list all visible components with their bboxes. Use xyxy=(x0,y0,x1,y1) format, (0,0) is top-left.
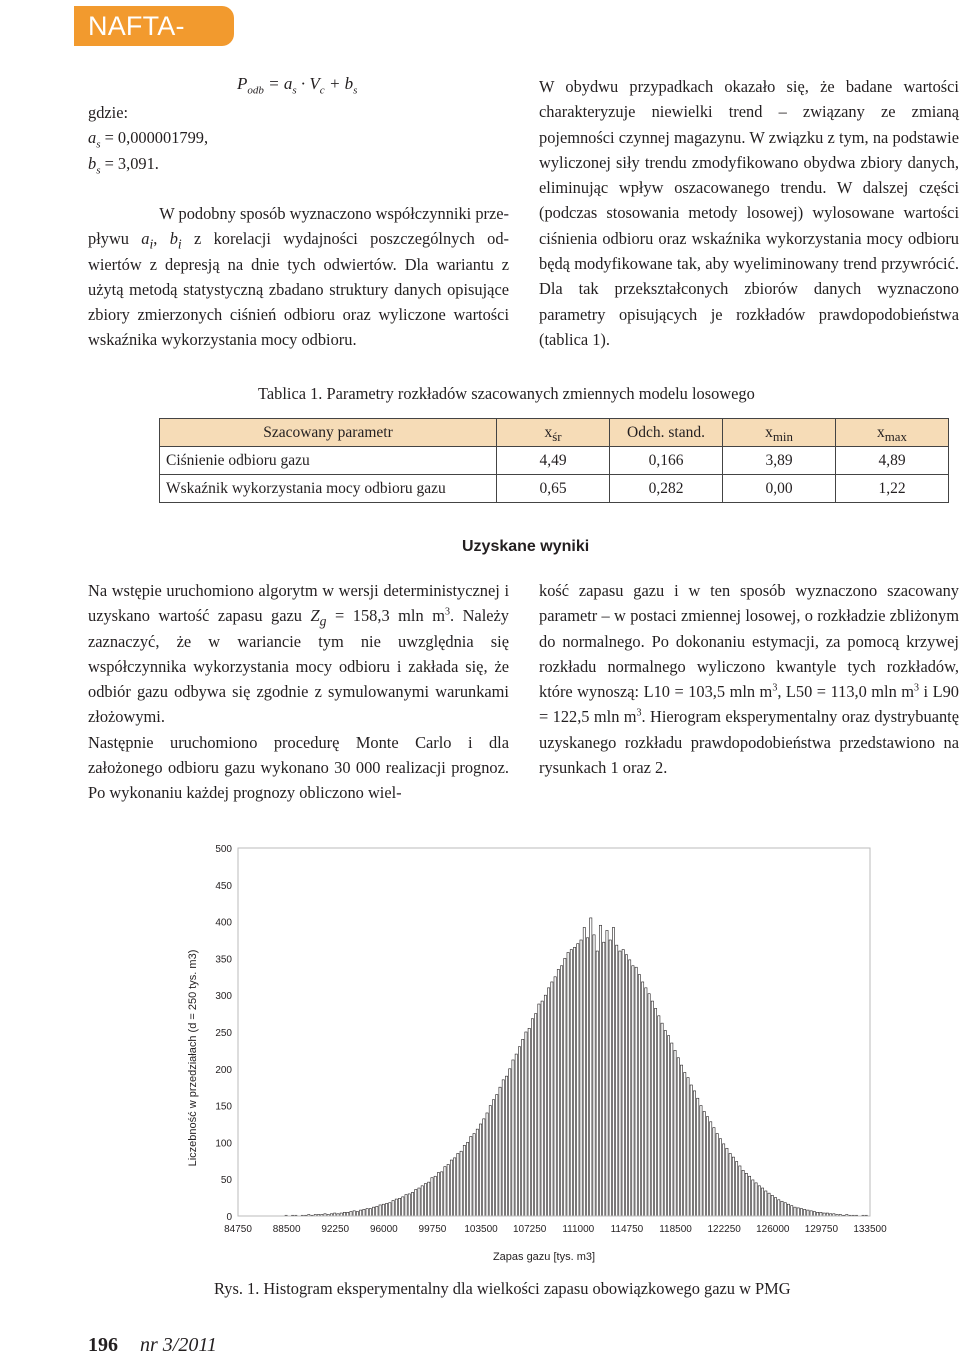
right-column-top xyxy=(539,74,959,352)
histogram-bar xyxy=(379,1205,381,1216)
histogram-bar xyxy=(667,1036,669,1216)
histogram-bar xyxy=(557,969,559,1216)
formula-legend xyxy=(88,100,208,176)
x-tick-label: 114750 xyxy=(610,1224,644,1235)
histogram-bar xyxy=(635,967,637,1216)
histogram-bar xyxy=(570,950,572,1216)
histogram-bar xyxy=(398,1198,400,1216)
histogram-bar xyxy=(343,1212,345,1216)
histogram-bar xyxy=(489,1106,491,1216)
histogram-bar xyxy=(820,1212,822,1216)
histogram-bar xyxy=(603,942,605,1216)
histogram-bar xyxy=(415,1190,417,1216)
histogram-bar xyxy=(502,1080,504,1216)
cell-name: Wskaźnik wykorzystania mocy odbioru gazu xyxy=(160,475,497,503)
histogram-bar xyxy=(382,1204,384,1216)
histogram-bar xyxy=(664,1031,666,1216)
journal-name: NAFTA-GAZ xyxy=(88,11,185,81)
cell-std: 0,166 xyxy=(610,447,723,475)
histogram-bar xyxy=(385,1203,387,1216)
histogram-bar xyxy=(606,930,608,1216)
histogram-bar xyxy=(392,1201,394,1216)
histogram-bar xyxy=(460,1151,462,1216)
histogram-bar xyxy=(428,1182,430,1216)
histogram-bar xyxy=(726,1148,728,1216)
histogram-bar xyxy=(632,966,634,1216)
histogram-bar xyxy=(421,1186,423,1216)
histogram-bar xyxy=(450,1160,452,1216)
x-tick-label: 111000 xyxy=(562,1224,595,1235)
histogram-bar xyxy=(486,1113,488,1216)
paragraph: wiertów z depresją na dnie tych odwiertów. Dla wariantu z użytą metodą statystyczną zbadano struktury danych opisujące zbiory zmierzonych ciśnień odbioru oraz wyliczone wartości wskaźnika wykorzystania mocy odbioru. xyxy=(88,254,509,350)
histogram-bar xyxy=(706,1117,708,1216)
y-tick-label: 250 xyxy=(215,1028,232,1039)
histogram-bar xyxy=(658,1016,660,1216)
x-tick-label: 99750 xyxy=(418,1224,447,1235)
histogram-bar xyxy=(703,1111,705,1216)
histogram-bar xyxy=(518,1047,520,1216)
histogram-bars xyxy=(285,918,867,1216)
x-tick-label: 129750 xyxy=(804,1224,839,1235)
histogram-bar xyxy=(512,1060,514,1216)
paragraph: pływu $a_i$, $b_i$ z korelacji wydajności poszczególnych od- xyxy=(88,229,509,252)
histogram-bar xyxy=(713,1128,715,1216)
histogram-bar xyxy=(693,1091,695,1216)
paragraph: W podobny sposób wyznaczono współczynniki prze- xyxy=(159,204,509,223)
paragraph: Następnie uruchomiono procedurę Monte Carlo i dla założonego odbioru gazu wykonano 30 000 realizacji prognoz. Po wykonaniu każdej prognozy obliczono wiel- xyxy=(88,732,509,803)
histogram-bar xyxy=(405,1195,407,1216)
histogram-bar xyxy=(645,988,647,1216)
histogram-bar xyxy=(755,1183,757,1216)
histogram-bar xyxy=(748,1176,750,1216)
page-number: 196 xyxy=(88,1334,118,1356)
histogram-bar xyxy=(525,1032,527,1216)
histogram-bar xyxy=(444,1167,446,1216)
journal-banner xyxy=(74,6,234,81)
y-tick-label: 400 xyxy=(215,917,232,929)
header-param: Szacowany parametr xyxy=(160,419,497,447)
paragraph: Na wstępie uruchomiono algorytm w wersji deterministycznej i uzyskano wartość zapasu gazu $Z_g = 158,3$ mln $m^3$. Należy zaznaczyć, że w wariancie tym nie uwzględnia się współczynnika wykorzystania mocy odbioru i zakłada się, że odbiór gazu odbywa się zgodnie z symulowanymi warunkami złożowymi. xyxy=(88,581,510,727)
histogram-bar xyxy=(567,953,569,1216)
paragraph: W obydwu przypadkach okazało się, że badane wartości charakteryzuje niewielki trend – związany ze zmianą pojemności czynnej magazynu. W związku z tym, na podstawie wyliczonej siły trendu zmodyfikowano obydwa zbiory danych, eliminując wpływ oszacowanego trendu. W dalszej części (podczas stosowania metody losowej) wylosowane wartości ciśnienia odbioru oraz wskaźnika wykorzystania mocy odbioru będą modyfikowane tak, aby wyeliminowany trend przywrócić. Dla tak przekształconych zbiorów danych wyznaczono parametry opisujących je rozkładów prawdopodobieństwa (tablica 1). xyxy=(539,77,959,349)
paragraph: kość zapasu gazu i w ten sposób wyznaczono szacowany parametr – w postaci zmiennej losowej, o rozkładzie zbliżonym do normalnego. Po dokonaniu estymacji, za pomocą krzywej rozkładu normalnego wyliczono kwantyle tych rozkładów, które wynoszą: L10 = 103,5 mln $m^3$, L50 = 113,0 mln $m^3$ i L90 = 122,5 mln $m^3$. Hierogram eksperymentalny oraz dystrybuantę uzyskanego rozkładu prawdopodobieństwa przedstawiono na rysunkach 1 oraz 2. xyxy=(539,581,959,778)
where-b: $b_s = 3,091$. xyxy=(88,153,159,176)
left-column-bottom xyxy=(88,578,509,806)
histogram-bar xyxy=(457,1153,459,1216)
histogram-bar xyxy=(522,1039,524,1216)
histogram-bar xyxy=(661,1023,663,1216)
figure-caption: Rys. 1. Histogram eksperymentalny dla wielkości zapasu obowiązkowego gazu w PMG xyxy=(214,1279,791,1298)
cell-x-max: 1,22 xyxy=(836,475,949,503)
histogram-bar xyxy=(817,1212,819,1216)
histogram-bar xyxy=(360,1210,362,1216)
cell-x-sr: 0,65 xyxy=(497,475,610,503)
parameters-table xyxy=(159,418,949,503)
x-tick-label: 96000 xyxy=(369,1224,398,1235)
histogram-bar xyxy=(622,950,624,1216)
histogram-bar xyxy=(732,1157,734,1216)
histogram-bar xyxy=(366,1209,368,1216)
histogram-bar xyxy=(619,951,621,1216)
histogram-bar xyxy=(454,1158,456,1216)
histogram-bar xyxy=(612,927,614,1216)
cell-x-sr: 4,49 xyxy=(497,447,610,475)
histogram-bar xyxy=(431,1178,433,1216)
histogram-bar xyxy=(674,1050,676,1216)
histogram-bar xyxy=(376,1206,378,1216)
table-row xyxy=(160,447,949,475)
histogram-bar xyxy=(651,1001,653,1216)
histogram-bar xyxy=(761,1188,763,1216)
histogram-bar xyxy=(356,1212,358,1216)
histogram-bar xyxy=(638,975,640,1216)
x-tick-label: 133500 xyxy=(853,1224,887,1235)
histogram-bar xyxy=(583,927,585,1216)
histogram-bar xyxy=(541,1001,543,1216)
histogram-bar xyxy=(677,1058,679,1216)
histogram-bar xyxy=(395,1199,397,1216)
histogram-bar xyxy=(389,1203,391,1216)
histogram-bar xyxy=(538,1004,540,1216)
header-x-max: $x_{max}$ xyxy=(836,419,949,447)
histogram-bar xyxy=(700,1106,702,1216)
histogram-bar xyxy=(515,1054,517,1216)
y-tick-label: 100 xyxy=(215,1138,232,1150)
page-footer xyxy=(88,1334,217,1357)
histogram-bar xyxy=(373,1207,375,1216)
cell-x-max: 4,89 xyxy=(836,447,949,475)
histogram-bar xyxy=(434,1176,436,1216)
y-tick-label: 300 xyxy=(215,991,232,1003)
histogram-bar xyxy=(752,1180,754,1216)
y-axis-label: Liczebność w przedziałach (d = 250 tys. m3) xyxy=(187,949,199,1167)
histogram-bar xyxy=(363,1209,365,1216)
histogram-bar xyxy=(723,1144,725,1216)
histogram-bar xyxy=(483,1119,485,1216)
histogram-bar xyxy=(609,940,611,1216)
histogram-bar xyxy=(492,1100,494,1216)
section-title: Uzyskane wyniki xyxy=(462,538,590,555)
x-tick-label: 122250 xyxy=(707,1224,741,1235)
header-x-sr: $x_{śr}$ xyxy=(497,419,610,447)
histogram-bar xyxy=(479,1124,481,1216)
histogram-bar xyxy=(742,1170,744,1216)
histogram-bar xyxy=(596,951,598,1216)
histogram-bar xyxy=(573,947,575,1216)
histogram-bar xyxy=(535,1014,537,1216)
histogram-bar xyxy=(590,918,592,1216)
y-tick-label: 450 xyxy=(215,880,232,892)
histogram-bar xyxy=(729,1153,731,1216)
table-caption: Tablica 1. Parametry rozkładów szacowanych zmiennych modelu losowego xyxy=(258,384,755,403)
y-axis-ticks xyxy=(215,844,232,1223)
histogram-bar xyxy=(466,1142,468,1216)
x-tick-label: 84750 xyxy=(224,1224,252,1235)
header-x-min: $x_{min}$ xyxy=(723,419,836,447)
x-tick-label: 92250 xyxy=(321,1224,350,1235)
histogram-bar xyxy=(768,1193,770,1216)
issue-number: nr 3/2011 xyxy=(140,1334,217,1356)
histogram-bar xyxy=(684,1072,686,1216)
histogram-bar xyxy=(476,1129,478,1216)
histogram-bar xyxy=(470,1137,472,1216)
y-tick-label: 350 xyxy=(215,954,232,966)
table-header-row xyxy=(160,419,949,447)
histogram-bar xyxy=(625,955,627,1216)
table-row xyxy=(160,475,949,503)
histogram-bar xyxy=(804,1209,806,1216)
histogram-bar xyxy=(791,1206,793,1216)
cell-std: 0,282 xyxy=(610,475,723,503)
histogram-bar xyxy=(496,1095,498,1216)
histogram-bar xyxy=(745,1173,747,1216)
y-tick-label: 200 xyxy=(215,1064,232,1076)
histogram-bar xyxy=(353,1211,355,1216)
histogram-bar xyxy=(765,1191,767,1216)
y-tick-label: 0 xyxy=(226,1212,232,1223)
x-tick-label: 103500 xyxy=(464,1224,498,1235)
y-tick-label: 500 xyxy=(215,844,232,855)
cell-x-min: 3,89 xyxy=(723,447,836,475)
x-axis-label: Zapas gazu [tys. m3] xyxy=(492,1251,596,1263)
histogram-bar xyxy=(794,1207,796,1216)
histogram-bar xyxy=(787,1204,789,1216)
histogram-bar xyxy=(441,1172,443,1216)
cell-name: Ciśnienie odbioru gazu xyxy=(160,447,497,475)
histogram-bar xyxy=(810,1211,812,1216)
histogram-bar xyxy=(424,1184,426,1216)
y-tick-label: 50 xyxy=(220,1175,232,1187)
histogram-bar xyxy=(629,960,631,1216)
histogram-bar xyxy=(509,1069,511,1216)
histogram-bar xyxy=(347,1212,349,1216)
cell-x-min: 0,00 xyxy=(723,475,836,503)
histogram-bar xyxy=(774,1198,776,1216)
histogram-bar xyxy=(544,995,546,1216)
x-tick-label: 118500 xyxy=(659,1224,692,1235)
where-intro: gdzie: xyxy=(88,103,129,122)
histogram-bar xyxy=(577,944,579,1216)
histogram-bar xyxy=(735,1162,737,1216)
histogram-bar xyxy=(778,1200,780,1216)
left-column-top xyxy=(88,201,509,353)
histogram-bar xyxy=(437,1173,439,1216)
histogram-bar xyxy=(402,1197,404,1216)
histogram-bar xyxy=(687,1078,689,1216)
histogram-bar xyxy=(807,1210,809,1216)
histogram-bar xyxy=(593,935,595,1216)
histogram-bar xyxy=(418,1188,420,1216)
histogram-bar xyxy=(499,1087,501,1216)
histogram-bar xyxy=(447,1164,449,1216)
histogram-bar xyxy=(719,1139,721,1216)
histogram-bar xyxy=(564,958,566,1216)
formula: $P_{odb} = a_s \cdot V_c + b_s$ xyxy=(237,74,358,97)
histogram-bar xyxy=(411,1192,413,1216)
histogram-bar xyxy=(680,1065,682,1216)
histogram-bar xyxy=(528,1028,530,1216)
histogram-bar xyxy=(797,1208,799,1216)
histogram-bar xyxy=(586,938,588,1216)
histogram-bar xyxy=(505,1076,507,1216)
x-tick-label: 88500 xyxy=(272,1224,301,1235)
histogram-bar xyxy=(784,1203,786,1216)
histogram-bar xyxy=(648,994,650,1216)
histogram-bar xyxy=(716,1134,718,1216)
histogram-bar xyxy=(813,1212,815,1216)
histogram-bar xyxy=(599,925,601,1216)
x-tick-label: 126000 xyxy=(756,1224,790,1235)
histogram-bar xyxy=(560,966,562,1216)
histogram-bar xyxy=(369,1209,371,1216)
histogram-bar xyxy=(554,977,556,1216)
histogram-bar xyxy=(551,982,553,1216)
histogram-bar xyxy=(548,988,550,1216)
histogram-bar xyxy=(800,1209,802,1216)
histogram-bar xyxy=(473,1134,475,1216)
histogram-bar xyxy=(671,1043,673,1216)
histogram-bar xyxy=(739,1166,741,1216)
histogram-bar xyxy=(580,940,582,1216)
x-axis-ticks xyxy=(224,1224,887,1235)
histogram-bar xyxy=(463,1145,465,1216)
histogram-bar xyxy=(781,1201,783,1216)
histogram-bar xyxy=(710,1122,712,1216)
histogram-bar xyxy=(697,1098,699,1216)
histogram-chart xyxy=(180,830,900,1270)
histogram-bar xyxy=(654,1008,656,1216)
y-tick-label: 150 xyxy=(215,1101,232,1113)
histogram-bar xyxy=(350,1212,352,1216)
histogram-bar xyxy=(690,1085,692,1216)
histogram-bar xyxy=(408,1194,410,1216)
where-a: $a_s = 0,000001799$, xyxy=(88,128,209,151)
histogram-bar xyxy=(758,1186,760,1216)
right-column-bottom xyxy=(539,578,959,780)
header-std: Odch. stand. xyxy=(610,419,723,447)
histogram-bar xyxy=(616,945,618,1216)
histogram-bar xyxy=(531,1019,533,1216)
histogram-bar xyxy=(642,982,644,1216)
histogram-bar xyxy=(771,1195,773,1216)
x-tick-label: 107250 xyxy=(513,1224,547,1235)
